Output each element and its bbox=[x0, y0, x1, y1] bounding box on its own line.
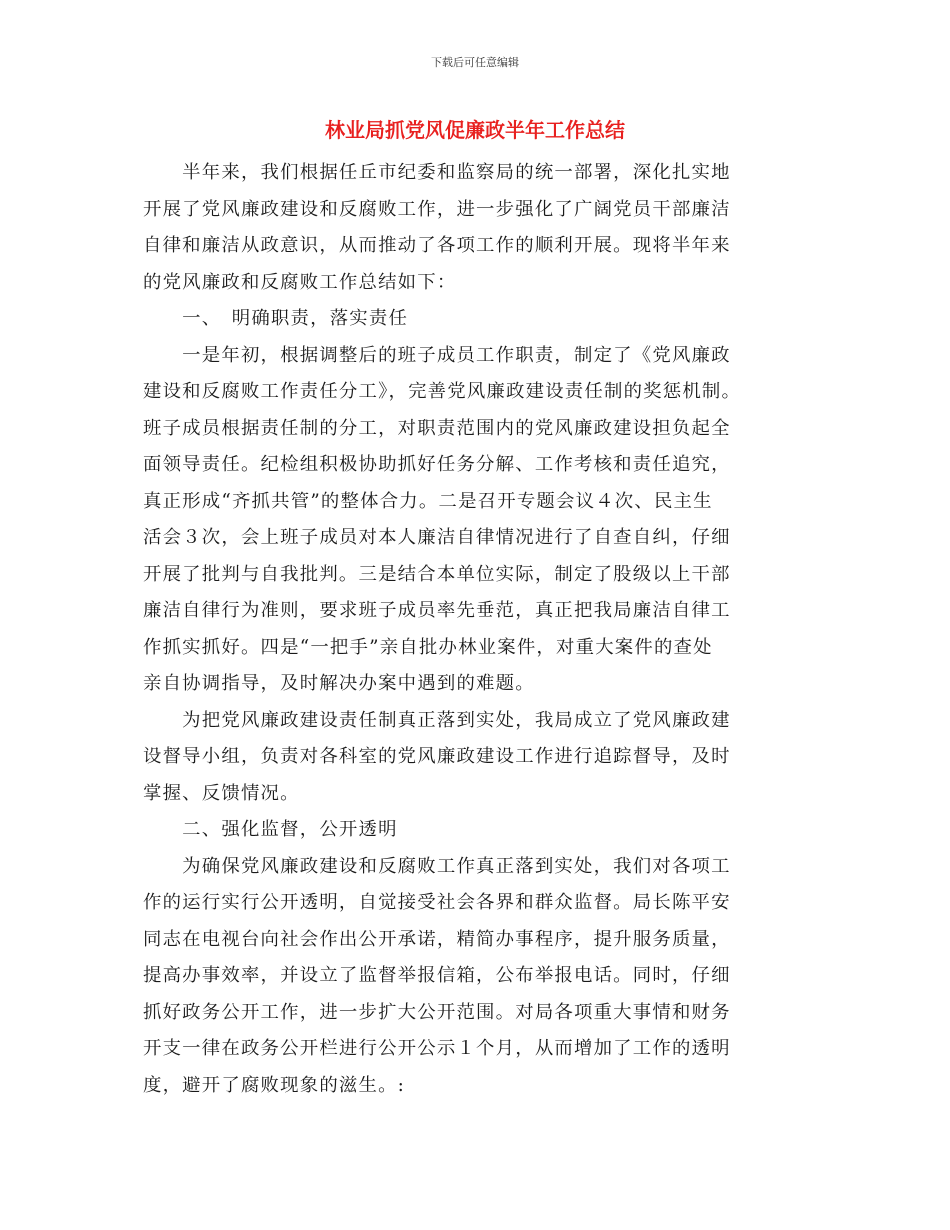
section-heading: 二、强化监督，公开透明 bbox=[143, 819, 398, 840]
body-line: 亲自协调指导，及时解决办案中遇到的难题。 bbox=[143, 673, 535, 694]
body-line: 作的运行实行公开透明，自觉接受社会各界和群众监督。局长陈平安 bbox=[143, 892, 731, 913]
body-line: 度，避开了腐败现象的滋生。: bbox=[143, 1074, 406, 1096]
document-title: 林业局抓党风促廉政半年工作总结 bbox=[325, 118, 625, 142]
body-line: 真正形成“齐抓共管”的整体合力。二是召开专题会议４次、民主生 bbox=[143, 490, 713, 512]
page-header-note: 下载后可任意编辑 bbox=[431, 56, 519, 69]
body-line: 活会３次，会上班子成员对本人廉洁自律情况进行了自查自纠，仔细 bbox=[143, 527, 731, 548]
body-line: 作抓实抓好。四是“一把手”亲自批办林业案件，对重大案件的查处 bbox=[143, 636, 713, 658]
body-line: 为确保党风廉政建设和反腐败工作真正落到实处，我们对各项工 bbox=[143, 855, 731, 877]
body-line: 提高办事效率，并设立了监督举报信箱，公布举报电话。同时，仔细 bbox=[143, 965, 731, 986]
body-line: 建设和反腐败工作责任分工》，完善党风廉政建设责任制的奖惩机制。 bbox=[143, 381, 742, 402]
body-line: 开展了党风廉政建设和反腐败工作，进一步强化了广阔党员干部廉洁 bbox=[143, 198, 731, 220]
document-body bbox=[143, 155, 803, 1104]
body-line: 抓好政务公开工作，进一步扩大公开范围。对局各项重大事情和财务 bbox=[143, 1001, 731, 1023]
section-heading: 一、 明确职责，落实责任 bbox=[143, 308, 409, 329]
body-line: 开支一律在政务公开栏进行公开公示１个月，从而增加了工作的透明 bbox=[143, 1038, 731, 1059]
body-line: 设督导小组，负责对各科室的党风廉政建设工作进行追踪督导，及时 bbox=[143, 746, 731, 767]
body-line: 的党风廉政和反腐败工作总结如下： bbox=[143, 271, 457, 293]
body-line: 开展了批判与自我批判。三是结合本单位实际，制定了股级以上干部 bbox=[143, 563, 731, 585]
body-line: 掌握、反馈情况。 bbox=[143, 782, 300, 804]
body-line: 半年来，我们根据任丘市纪委和监察局的统一部署，深化扎实地 bbox=[143, 162, 731, 183]
body-line: 一是年初，根据调整后的班子成员工作职责，制定了《党风廉政 bbox=[143, 344, 731, 366]
body-line: 为把党风廉政建设责任制真正落到实处，我局成立了党风廉政建 bbox=[143, 709, 731, 731]
body-line: 廉洁自律行为准则，要求班子成员率先垂范，真正把我局廉洁自律工 bbox=[143, 600, 731, 621]
body-line: 班子成员根据责任制的分工，对职责范围内的党风廉政建设担负起全 bbox=[143, 417, 731, 439]
body-line: 面领导责任。纪检组积极协助抓好任务分解、工作考核和责任追究， bbox=[143, 454, 731, 475]
body-line: 自律和廉洁从政意识，从而推动了各项工作的顺利开展。现将半年来 bbox=[143, 235, 731, 256]
body-line: 同志在电视台向社会作出公开承诺，精简办事程序，提升服务质量， bbox=[143, 928, 731, 950]
